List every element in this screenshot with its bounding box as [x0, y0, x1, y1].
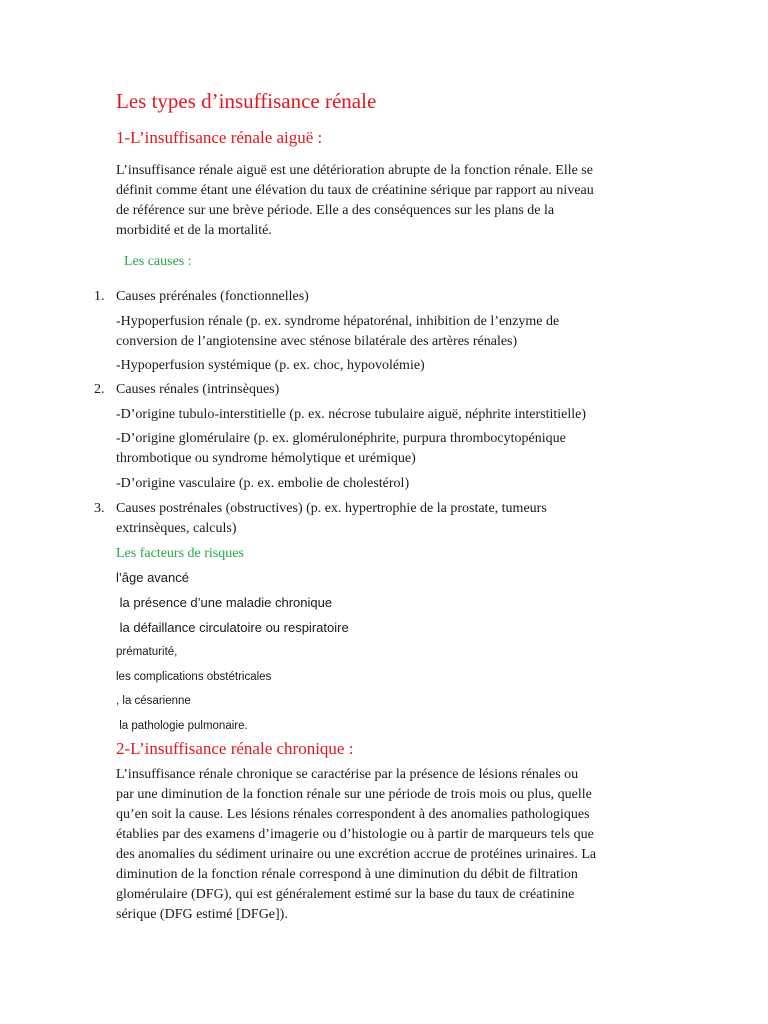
text-line: L’insuffisance rénale chronique se caractérise par la présence de lésions rénales ou — [116, 767, 579, 782]
text-line: morbidité et de la mortalité. — [116, 223, 272, 238]
text-line: Causes postrénales (obstructives) (p. ex. hypertrophie de la prostate, tumeurs — [116, 501, 547, 516]
text-line: définit comme étant une élévation du taux de créatinine sérique par rapport au niveau — [116, 183, 594, 198]
causes-heading: Les causes : — [124, 254, 192, 269]
cause-2-detail-3: -D’origine vasculaire (p. ex. embolie de cholestérol) — [116, 476, 410, 491]
risk-factor-item: l’âge avancé — [116, 570, 189, 585]
text-line: L’insuffisance rénale aiguë est une détérioration abrupte de la fonction rénale. Elle se — [116, 163, 593, 178]
risk-factor-item: la pathologie pulmonaire. — [116, 720, 248, 732]
cause-1-detail-2: -Hypoperfusion systémique (p. ex. choc, hypovolémie) — [116, 358, 425, 373]
cause-2-detail-2 — [116, 429, 566, 469]
text-line: qu’en soit la cause. Les lésions rénales correspondent à des anomalies pathologiques — [116, 807, 590, 822]
risk-factor-item: les complications obstétricales — [116, 671, 272, 683]
list-number: 1. — [94, 289, 105, 304]
section-2-heading: 2-L’insuffisance rénale chronique : — [116, 739, 354, 758]
text-line: des anomalies du sédiment urinaire ou une excrétion accrue de protéines urinaires. La — [116, 847, 597, 862]
text-line: extrinsèques, calculs) — [116, 521, 237, 536]
page-title: Les types d’insuffisance rénale — [116, 89, 377, 113]
risk-factors-heading: Les facteurs de risques — [116, 546, 244, 561]
section-1-heading: 1-L’insuffisance rénale aiguë : — [116, 128, 323, 147]
risk-factor-item: la présence d’une maladie chronique — [116, 595, 333, 610]
section-2-paragraph — [116, 765, 596, 925]
text-line: diminution de la fonction rénale correspond à une diminution du débit de filtration — [116, 867, 578, 882]
section-1-intro — [116, 161, 594, 241]
list-number: 2. — [94, 382, 105, 397]
text-line: conversion de l’angiotensine avec sténose bilatérale des artères rénales) — [116, 334, 518, 349]
cause-2-detail-1: -D’origine tubulo-interstitielle (p. ex. nécrose tubulaire aiguë, néphrite interstitielle) — [116, 407, 587, 422]
text-line: thrombotique ou syndrome hémolytique et urémique) — [116, 451, 416, 466]
text-line: établies par des examens d’imagerie ou d’histologie ou à partir de marqueurs tels que — [116, 827, 594, 842]
text-line: -D’origine glomérulaire (p. ex. glomérulonéphrite, purpura thrombocytopénique — [116, 431, 566, 446]
text-line: glomérulaire (DFG), qui est généralement estimé sur la base du taux de créatinine — [116, 887, 575, 902]
cause-1-title: Causes prérénales (fonctionnelles) — [116, 289, 309, 304]
cause-3-title — [116, 499, 547, 539]
cause-2-title: Causes rénales (intrinsèques) — [116, 382, 280, 397]
text-line: sérique (DFG estimé [DFGe]). — [116, 907, 288, 922]
list-number: 3. — [94, 501, 105, 516]
cause-1-detail-1 — [116, 312, 559, 352]
risk-factor-item: la défaillance circulatoire ou respiratoire — [116, 620, 349, 635]
text-line: par une diminution de la fonction rénale sur une période de trois mois ou plus, quelle — [116, 787, 592, 802]
risk-factor-item: , la césarienne — [116, 695, 191, 707]
risk-factor-item: prématurité, — [116, 646, 178, 658]
text-line: -Hypoperfusion rénale (p. ex. syndrome hépatorénal, inhibition de l’enzyme de — [116, 314, 560, 329]
text-line: de référence sur une brève période. Elle a des conséquences sur les plans de la — [116, 203, 555, 218]
